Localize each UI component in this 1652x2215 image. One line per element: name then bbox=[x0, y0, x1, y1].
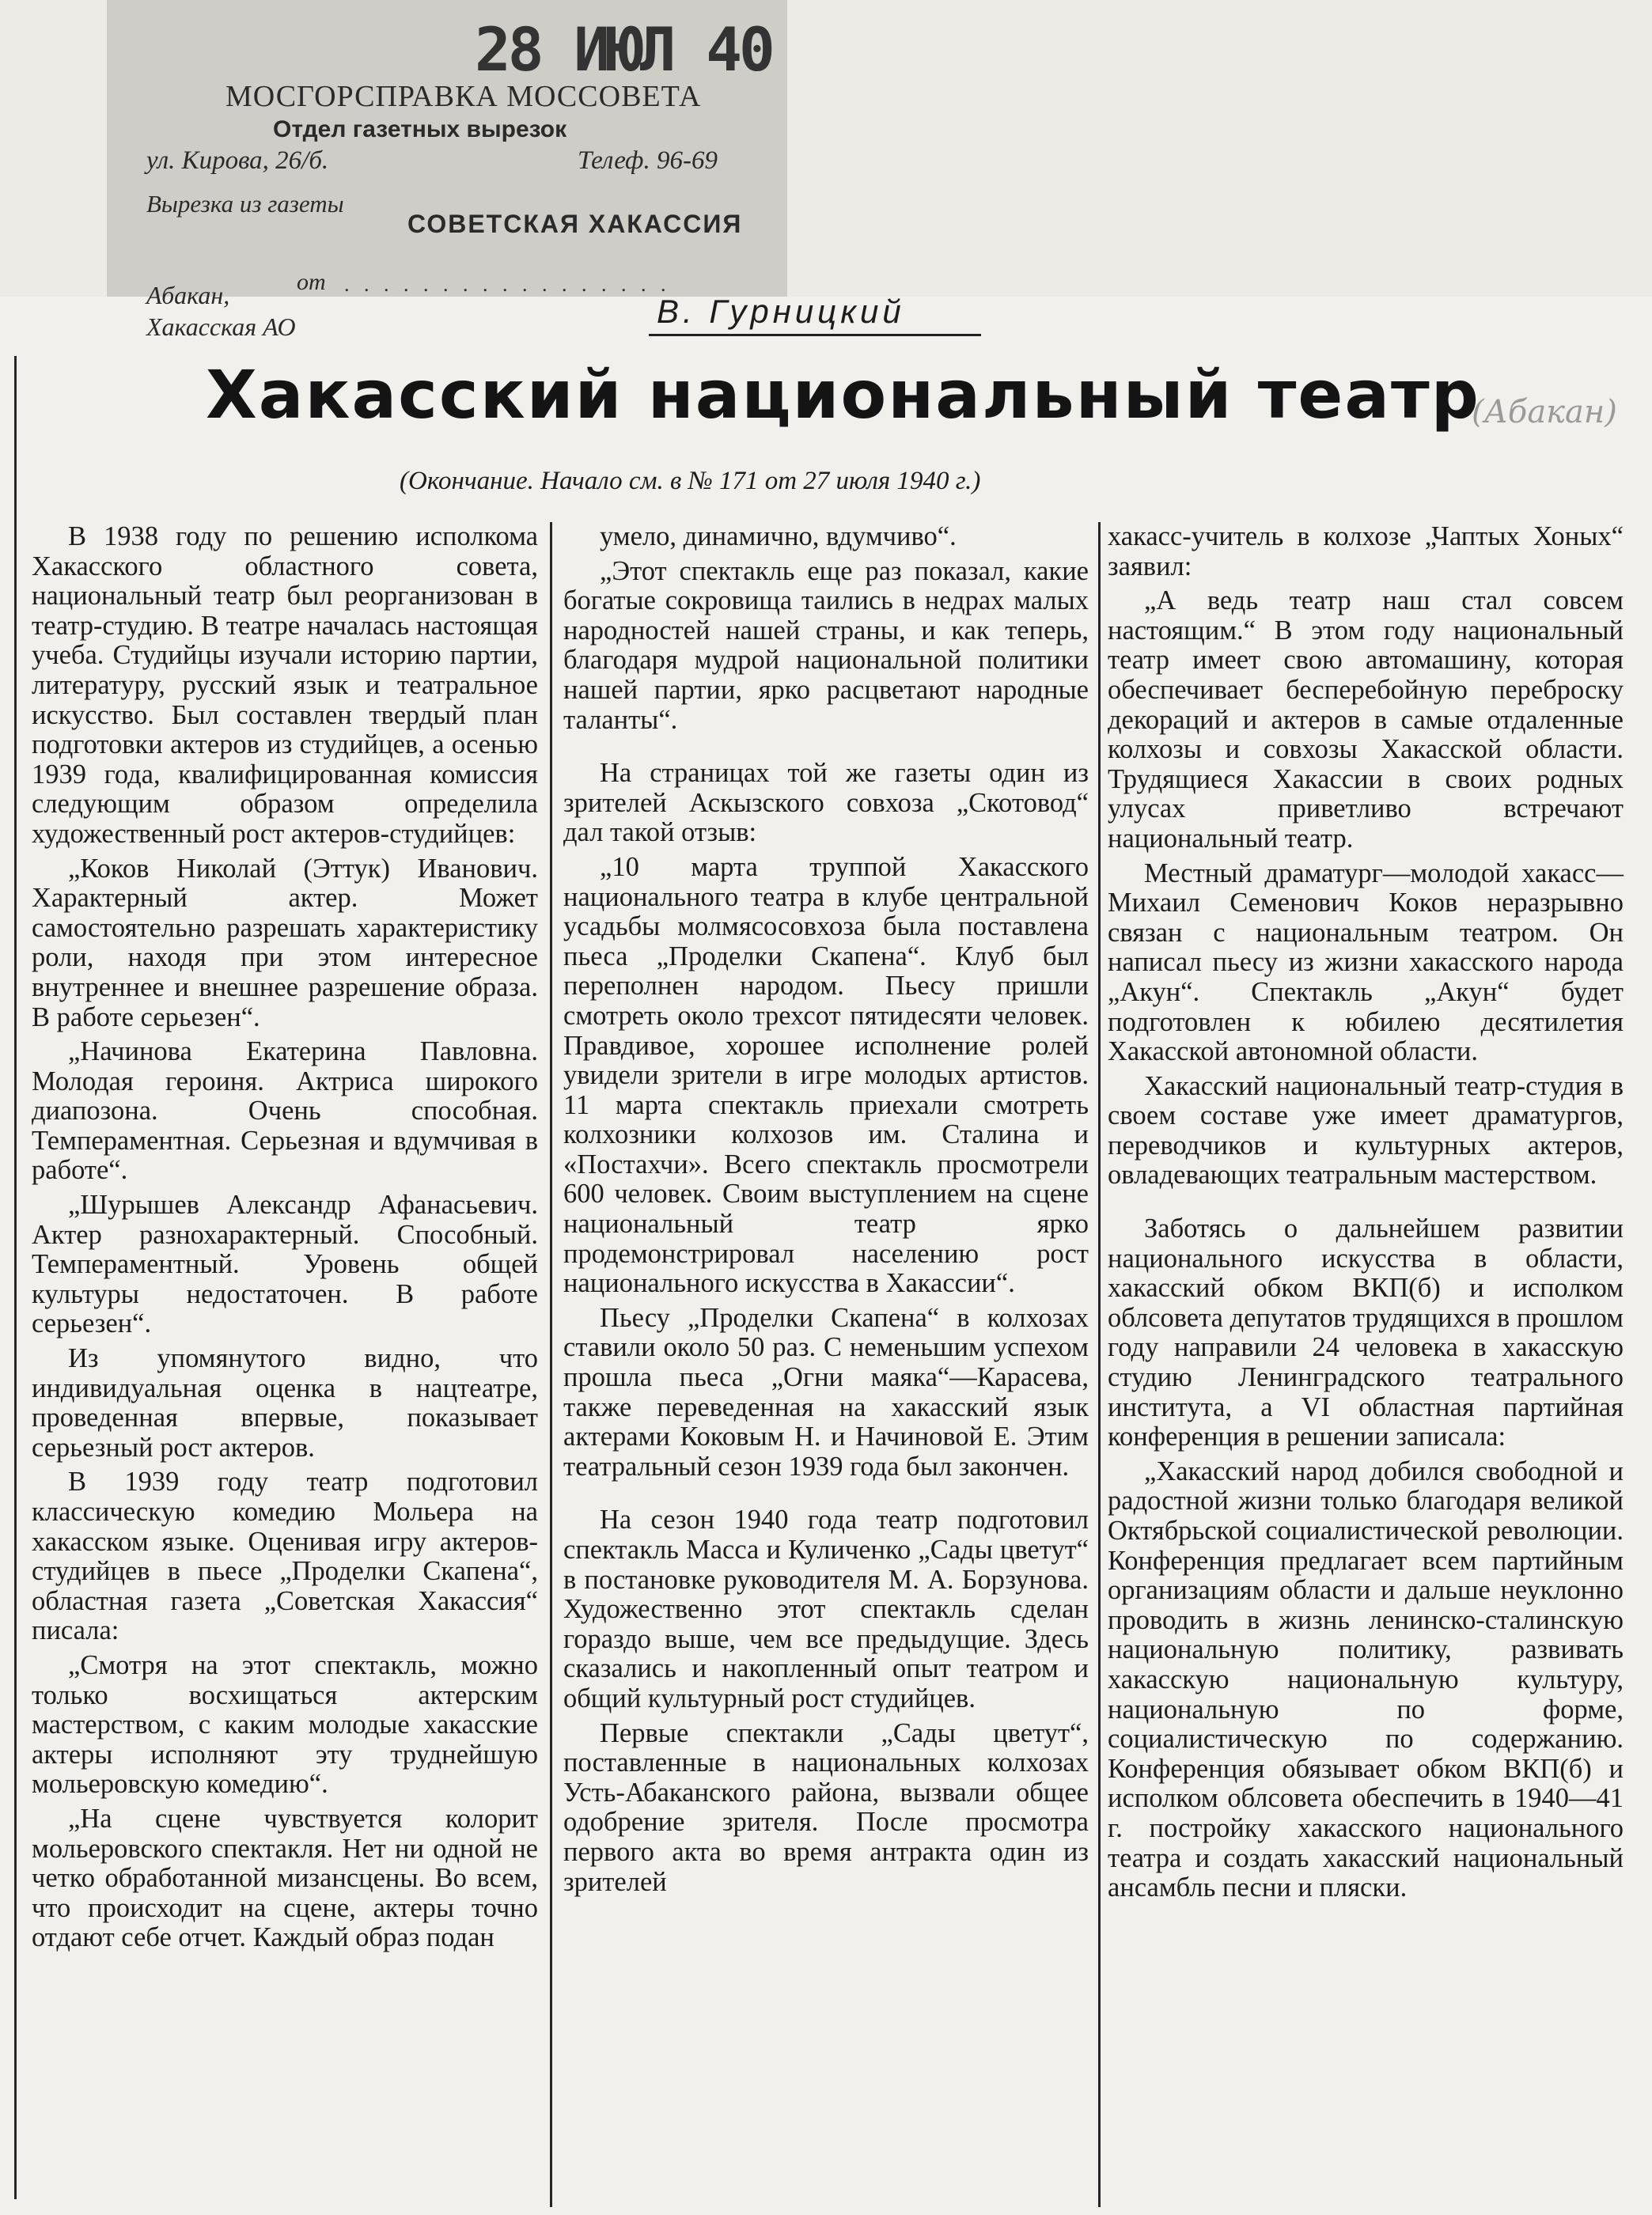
article-subtitle: (Окончание. Начало см. в № 171 от 27 июля 1940 г.) bbox=[400, 467, 981, 495]
stamp-date: 28 ИЮЛ 40 bbox=[475, 14, 772, 85]
paragraph: Заботясь о дальнейшем развитии национального искусства в области, хакасский обком ВКП(б) и исполком облсовета депутатов трудящихся в прошлом году направили 24 человека в хакасскую студию Ленинградского театрального института, а VI областная партийная конференция в решении записала: bbox=[1108, 1214, 1624, 1452]
stamp-clipping-label: Вырезка из газеты bbox=[146, 190, 344, 218]
paragraph: „10 марта труппой Хакасского национального театра в клубе центральной усадьбы молмясосовхоза была поставлена пьеса „Проделки Скапена“. Клуб был переполнен народом. Пьесу пришли смотреть около трехсот пятидесяти человек. Правдивое, хорошее исполнение ролей увидели зрители в игре молодых артистов. 11 марта спектакль приехали смотреть колхозники колхозов им. Сталина и «Постахчи». Всего спектакль просмотрели 600 человек. Своим выступлением на сцене национальный театр ярко продемонстрировал населению рост национального искусства в Хакассии“. bbox=[563, 851, 1089, 1299]
column-rule-1 bbox=[550, 522, 552, 2207]
paragraph: хакасс-учитель в колхозе „Чаптых Хоных“ заявил: bbox=[1108, 521, 1624, 581]
article-column-3 bbox=[1108, 522, 1624, 1908]
column-rule-2 bbox=[1098, 522, 1101, 2207]
article-column-2 bbox=[563, 522, 1089, 1902]
article-column-1 bbox=[32, 522, 538, 1958]
paragraph: „Начинова Екатерина Павловна. Молодая героиня. Актриса широкого диапозона. Очень способная. Темпераментная. Серьезная и вдумчивая в работе“. bbox=[32, 1036, 538, 1186]
paragraph: умело, динамично, вдумчиво“. bbox=[600, 521, 957, 551]
handwritten-annotation: (Абакан) bbox=[1472, 394, 1617, 430]
paragraph: „Этот спектакль еще раз показал, какие богатые сокровища таились в недрах малых народностей нашей страны, и как теперь, благодаря мудрой национальной политики нашей партии, ярко расцветают народные таланты“. bbox=[563, 555, 1089, 735]
stamp-department: Отдел газетных вырезок bbox=[273, 116, 567, 142]
paragraph: В 1938 году по решению исполкома Хакасского областного совета, национальный театр был реорганизован в театр-студию. В театре началась настоящая учеба. Студийцы изучали историю партии, литературу, русский язык и театральное искусство. Был составлен твердый план подготовки актеров из студийцев, а осенью 1939 года, квалифицированная комиссия следующим образом определила художественный рост актеров-студийцев: bbox=[32, 521, 538, 849]
clipping-bureau-stamp bbox=[107, 0, 787, 328]
paragraph: „Шурышев Александр Афанасьевич. Актер разнохарактерный. Способный. Темпераментный. Уровень общей культуры недостаточен. В работе серьезен“. bbox=[32, 1190, 538, 1339]
paragraph: На сезон 1940 года театр подготовил спектакль Масса и Куличенко „Сады цветут“ в постановке руководителя М. А. Борзунова. Художественно этот спектакль сделан гораздо выше, чем все предыдущие. Здесь сказались и накопленный опыт театром и общий культурный рост студийцев. bbox=[563, 1505, 1089, 1713]
paragraph: Первые спектакли „Сады цветут“, поставленные в национальных колхозах Усть-Абаканского района, вызвали общее одобрение зрителя. После просмотра первого акта во время антракта один из зрителей bbox=[563, 1717, 1089, 1897]
paragraph: Хакасский национальный театр-студия в своем составе уже имеет драматургов, переводчиков и культурных актеров, овладевающих театральным мастерством. bbox=[1108, 1070, 1624, 1191]
paragraph: Из упомянутого видно, что индивидуальная оценка в нацтеатре, проведенная впервые, показывает серьезный рост актеров. bbox=[32, 1343, 538, 1463]
paragraph: Пьесу „Проделки Скапена“ в колхозах ставили около 50 раз. С неменьшим успехом прошла пьеса „Огни маяка“—Карасева, также переведенная на хакасский язык актерами Коковым Н. и Начиновой Е. Этим театральный сезон 1939 года был закончен. bbox=[563, 1302, 1089, 1482]
paragraph: „А ведь театр наш стал совсем настоящим.“ В этом году национальный театр имеет свою автомашину, которая обеспечивает бесперебойную переброску декораций и актеров в самые отдаленные колхозы и совхозы Хакасской области. Трудящиеся Хакассии в своих родных улусах приветливо встречают национальный театр. bbox=[1108, 585, 1624, 854]
paragraph: „Смотря на этот спектакль, можно только восхищаться актерским мастерством, с каким молодые хакасские актеры исполняют эту труднейшую мольеровскую комедию“. bbox=[32, 1649, 538, 1800]
stamp-date-blank: . . . . . . . . . . . . . . . . . bbox=[344, 273, 671, 296]
stamp-phone: Телеф. 96-69 bbox=[578, 146, 718, 175]
stamp-region: Хакасская АО bbox=[146, 312, 296, 341]
paragraph: Местный драматург—молодой хакасс—Михаил Семенович Коков неразрывно связан с национальным театром. Он написал пьесу из жизни хакасского народа „Акун“. Спектакль „Акун“ будет подготовлен к юбилею десятилетия Хакасской автономной области. bbox=[1108, 858, 1624, 1067]
column-rule-left bbox=[14, 356, 17, 2199]
article-title: Хакасский национальный театр bbox=[206, 356, 1480, 434]
stamp-from-label: от bbox=[297, 269, 326, 295]
article-author: В. Гурницкий bbox=[657, 293, 905, 330]
paragraph: „Коков Николай (Эттук) Иванович. Характерный актер. Может самостоятельно разрешать характеристику роли, находя при этом интересное внутреннее и внешнее разрешение образа. В работе серьезен“. bbox=[32, 853, 538, 1032]
stamp-city: Абакан, bbox=[146, 281, 230, 309]
stamp-agency: МОСГОРСПРАВКА МОССОВЕТА bbox=[225, 80, 702, 113]
paragraph: „Хакасский народ добился свободной и радостной жизни только благодаря великой Октябрьской социалистической революции. Конференция предлагает всем партийным организациям области и дальше неуклонно проводить в жизнь ленинско-сталинскую национальную политику, развивать хакасскую национальную культуру, национальную по форме, социалистическую по содержанию. Конференция обязывает обком ВКП(б) и исполком облсовета обеспечить в 1940—41 г. постройку хакасского национального театра и создать хакасский национальный ансамбль песни и пляски. bbox=[1108, 1456, 1624, 1903]
paragraph: „На сцене чувствуется колорит мольеровского спектакля. Нет ни одной не четко обработанной мизансцены. Во всем, что происходит на сцене, актеры точно отдают себе отчет. Каждый образ подан bbox=[32, 1803, 538, 1953]
paragraph: В 1939 году театр подготовил классическую комедию Мольера на хакасском языке. Оценивая игру актеров-студийцев в пьесе „Проделки Скапена“, областная газета „Советская Хакассия“ писала: bbox=[32, 1467, 538, 1646]
paragraph: На страницах той же газеты один из зрителей Аскызского совхоза „Скотовод“ дал такой отзыв: bbox=[563, 758, 1089, 848]
stamp-newspaper: СОВЕТСКАЯ ХАКАССИЯ bbox=[407, 210, 743, 238]
stamp-address: ул. Кирова, 26/б. bbox=[146, 146, 329, 175]
author-underline bbox=[649, 334, 981, 336]
